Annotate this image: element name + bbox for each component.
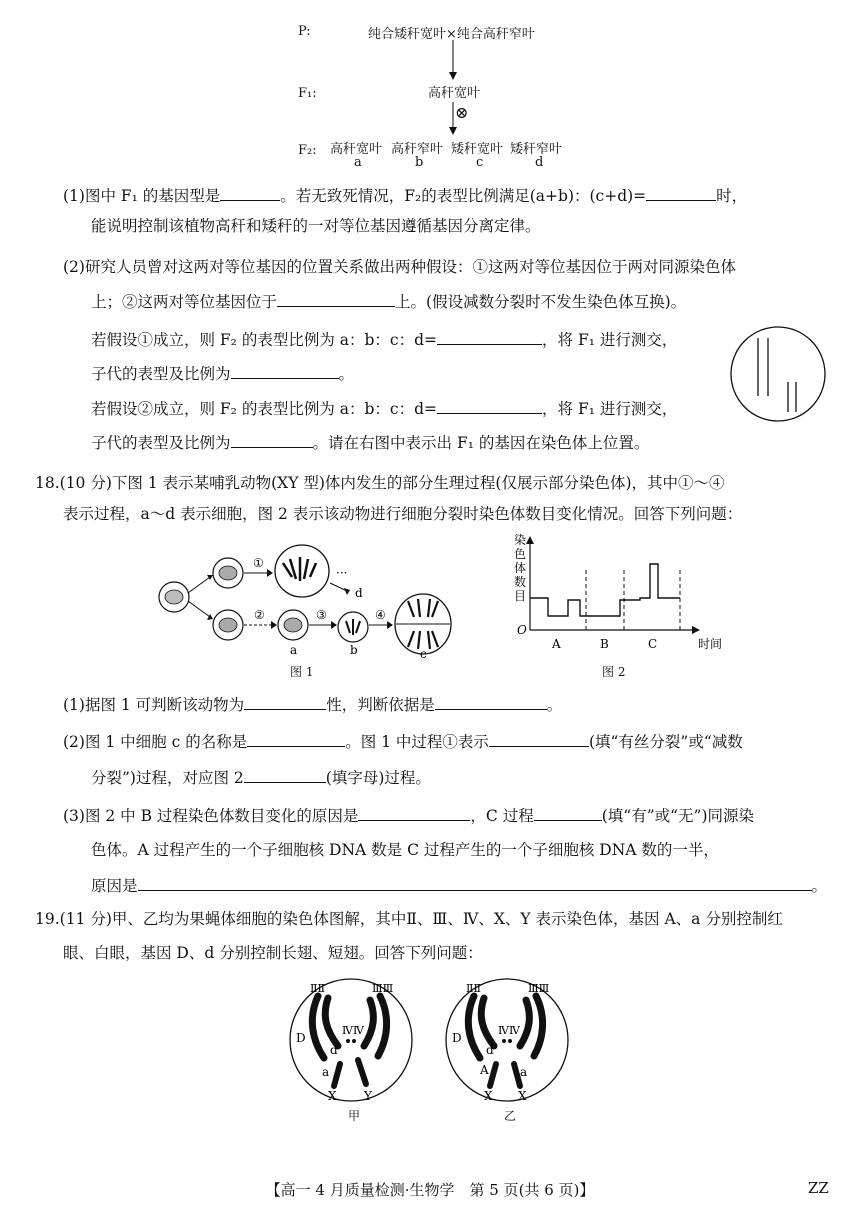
f2-phenotype: 高秆宽叶: [330, 142, 383, 157]
fruitfly-cell-yi: [440, 978, 578, 1102]
q18-1: (1)据图 1 可判断该动物为 性，判断依据是 。: [63, 693, 562, 715]
q17-2-line4: 子代的表型及比例为 。: [91, 362, 354, 384]
q18-3-line2: 色体。A 过程产生的一个子细胞核 DNA 数是 C 过程产生的一个子细胞核 DNA 数的一半，: [91, 841, 719, 859]
fig2-ylabel: 染色体数目: [514, 533, 527, 603]
f2-letter: d: [535, 155, 544, 170]
fig1-step-1: ①: [253, 556, 264, 570]
page-footer: 【高一 4 月质量检测·生物学 第 5 页(共 6 页)】: [265, 1181, 595, 1199]
f2-letter: b: [415, 155, 424, 170]
fig1-step-2: ②: [254, 608, 265, 622]
q17-1-line1: (1)图中 F₁ 的基因型是 。若无致死情况，F₂的表型比例满足(a+b)：(c+d)= 时，: [63, 184, 747, 206]
f1-phenotype: 高秆宽叶: [428, 86, 481, 101]
q17-1-line2: 能说明控制该植物高秆和矮秆的一对等位基因遵循基因分离定律。: [91, 217, 541, 235]
q17-2-line1: (2)研究人员曾对这两对等位基因的位置关系做出两种假设：①这两对等位基因位于两对同源染色体: [63, 258, 736, 276]
cell-jia-caption: 甲: [348, 1109, 361, 1123]
jia-gene-D: D: [296, 1031, 306, 1045]
fig2-xlabel: 时间: [698, 637, 723, 651]
f2-label: F₂:: [298, 143, 317, 158]
f2-letter: a: [354, 155, 362, 170]
q19-stem-line1: 19.(11 分)甲、乙均为果蝇体细胞的染色体图解，其中Ⅱ、Ⅲ、Ⅳ、X、Y 表示染色体，基因 A、a 分别控制红: [35, 910, 783, 928]
jia-roman-ii: ⅡⅡ: [310, 982, 325, 995]
answer-blank[interactable]: [247, 730, 345, 747]
p-label: P:: [298, 24, 311, 39]
answer-blank[interactable]: [220, 184, 280, 201]
jia-gene-d: d: [330, 1043, 338, 1057]
answer-blank[interactable]: [489, 730, 589, 747]
q17-2-line3: 若假设①成立，则 F₂ 的表型比例为 a：b：c：d= ，将 F₁ 进行测交，: [91, 328, 677, 350]
yi-gene-A: A: [480, 1063, 489, 1077]
figure-2-caption: 图 2: [602, 665, 626, 679]
jia-roman-iii: ⅢⅢ: [372, 982, 394, 995]
p-cross-text: 纯合矮秆宽叶×纯合高秆窄叶: [368, 27, 535, 42]
q18-stem-line2: 表示过程，a～d 表示细胞，图 2 表示该动物进行细胞分裂时染色体数目变化情况。回答下列问题：: [63, 505, 743, 523]
answer-blank[interactable]: [244, 766, 326, 783]
q18-3-line1: (3)图 2 中 B 过程染色体数目变化的原因是 ，C 过程 (填“有”或“无”)同源染: [63, 804, 754, 826]
figure-1-caption: 图 1: [290, 665, 314, 679]
jia-gene-a: a: [322, 1065, 330, 1079]
q17-2-line5: 若假设②成立，则 F₂ 的表型比例为 a：b：c：d= ，将 F₁ 进行测交，: [91, 397, 677, 419]
q18-2-line1: (2)图 1 中细胞 c 的名称是 。图 1 中过程①表示 (填“有丝分裂”或“减数: [63, 730, 743, 752]
fig1-dots: ···: [336, 566, 348, 580]
yi-roman-ii: ⅡⅡ: [466, 982, 481, 995]
f2-phenotype: 矮秆窄叶: [510, 142, 563, 157]
answer-blank[interactable]: [435, 693, 547, 710]
fig1-cell-d: d: [355, 586, 363, 600]
q18-stem-line1: 18.(10 分)下图 1 表示某哺乳动物(XY 型)体内发生的部分生理过程(仅展示部分染色体)，其中①～④: [35, 474, 725, 492]
answer-blank[interactable]: [534, 804, 602, 821]
yi-chrom-X2: X: [518, 1089, 527, 1102]
fig1-cell-a: a: [290, 643, 298, 657]
q19-stem-line2: 眼、白眼，基因 D、d 分别控制长翅、短翅。回答下列问题：: [63, 944, 483, 962]
fig1-cell-c: c: [420, 647, 427, 660]
jia-roman-iv: ⅣⅣ: [342, 1024, 364, 1037]
figure-1-cell-division: [150, 535, 480, 660]
q17-2-line2: 上；②这两对等位基因位于 上。(假设减数分裂时不发生染色体互换)。: [91, 290, 686, 312]
yi-roman-iv: ⅣⅣ: [498, 1024, 520, 1037]
fig2-label-A: A: [552, 637, 561, 651]
answer-blank[interactable]: [437, 397, 542, 414]
chromosome-circle-diagram[interactable]: [728, 324, 832, 428]
q17-2-line6: 子代的表型及比例为 。请在右图中表示出 F₁ 的基因在染色体上位置。: [91, 431, 649, 453]
selfing-symbol: ⊗: [455, 103, 469, 122]
jia-chrom-X: X: [328, 1089, 337, 1102]
cell-yi-caption: 乙: [504, 1109, 517, 1123]
yi-roman-iii: ⅢⅢ: [528, 982, 550, 995]
answer-blank[interactable]: [231, 362, 339, 379]
f2-letter: c: [476, 155, 484, 170]
answer-blank[interactable]: [231, 431, 313, 448]
yi-gene-d: d: [486, 1043, 494, 1057]
fig2-origin: O: [517, 623, 527, 637]
yi-gene-D: D: [452, 1031, 462, 1045]
answer-blank[interactable]: [358, 804, 470, 821]
q18-2-line2: 分裂”)过程，对应图 2 (填字母)过程。: [91, 766, 431, 788]
answer-blank[interactable]: [138, 874, 812, 891]
f1-label: F₁:: [298, 86, 317, 101]
fig1-cell-b: b: [350, 643, 358, 657]
cross-arrows: [440, 40, 470, 140]
jia-chrom-Y: Y: [364, 1089, 372, 1102]
fig1-step-3: ③: [316, 608, 327, 622]
answer-blank[interactable]: [277, 290, 395, 307]
answer-blank[interactable]: [646, 184, 716, 201]
fig2-label-C: C: [648, 637, 658, 651]
fig1-step-4: ④: [375, 608, 386, 622]
q18-3-line3: 原因是 。: [91, 874, 827, 896]
fig2-label-B: B: [600, 637, 609, 651]
answer-blank[interactable]: [437, 328, 542, 345]
fruitfly-cell-jia: [284, 978, 422, 1102]
footer-code: ZZ: [808, 1179, 829, 1197]
f2-phenotype: 矮秆宽叶: [451, 142, 504, 157]
yi-gene-a: a: [520, 1065, 528, 1079]
figure-2-chromosome-chart: [500, 530, 740, 662]
yi-chrom-X: X: [484, 1089, 493, 1102]
f2-phenotype: 高秆窄叶: [391, 142, 444, 157]
answer-blank[interactable]: [244, 693, 326, 710]
